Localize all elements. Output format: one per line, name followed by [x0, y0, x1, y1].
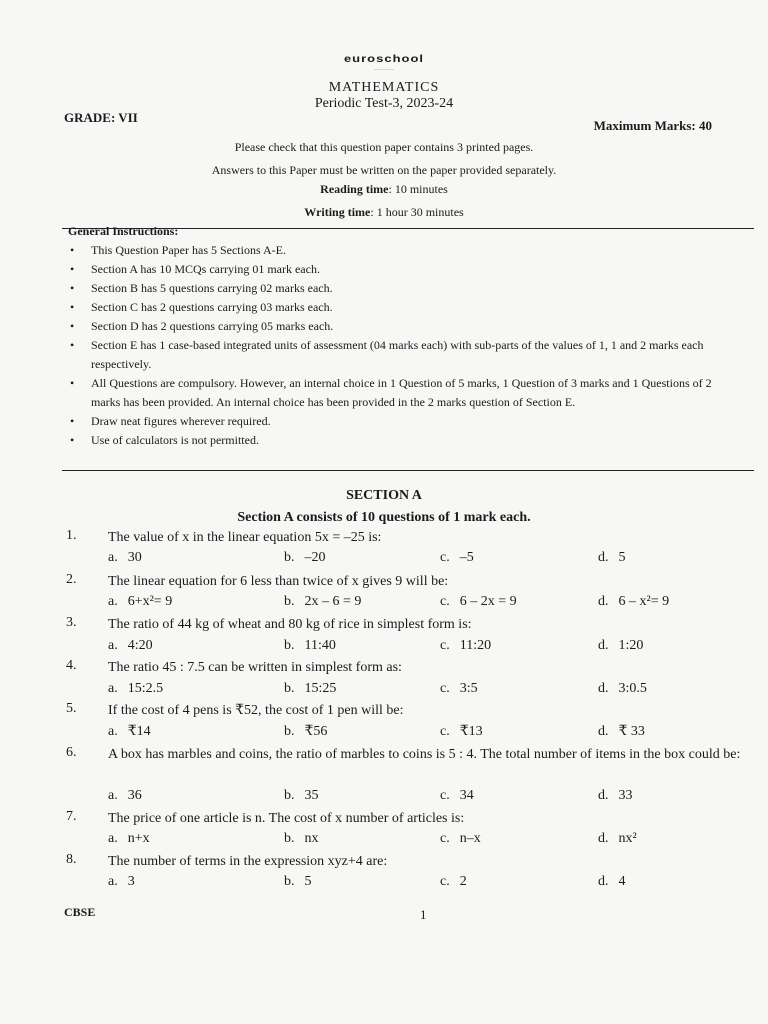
option-a	[108, 723, 151, 740]
option-label: c.	[440, 874, 450, 889]
option-d	[598, 874, 626, 890]
option-label: a.	[108, 874, 118, 889]
option-text: nx²	[618, 831, 637, 846]
option-label: d.	[598, 550, 609, 565]
option-c	[440, 831, 481, 847]
option-b	[284, 788, 319, 804]
option-a	[108, 638, 153, 654]
option-label: c.	[440, 594, 450, 609]
option-text: 15:2.5	[127, 681, 164, 696]
option-label: a.	[108, 724, 118, 739]
instruction-item: • Section A has 10 MCQs carrying 01 mark each.	[68, 260, 738, 279]
page-number: 1	[420, 907, 427, 922]
question-text: If the cost of 4 pens is ₹52, the cost of 1 pen will be:	[108, 703, 404, 718]
option-text: ₹13	[459, 724, 483, 739]
option-label: b.	[284, 638, 295, 653]
writing-time-label: Writing time	[304, 205, 371, 219]
option-text: 4	[618, 874, 626, 889]
option-text: 5	[304, 874, 312, 889]
option-label: b.	[284, 874, 295, 889]
instruction-item: • Section B has 5 questions carrying 02 marks each.	[68, 279, 738, 298]
reading-time-label: Reading time	[320, 182, 389, 196]
option-text: 15:25	[304, 681, 337, 696]
option-label: c.	[440, 550, 450, 565]
option-text: –20	[304, 550, 326, 565]
question-number: 1.	[66, 528, 77, 543]
option-b	[284, 874, 312, 890]
option-text: n–x	[459, 831, 481, 846]
option-b	[284, 681, 336, 697]
option-label: b.	[284, 724, 295, 739]
option-a	[108, 594, 172, 610]
option-b	[284, 638, 336, 654]
option-label: c.	[440, 681, 450, 696]
question-number: 6.	[66, 745, 77, 760]
question-text: The price of one article is n. The cost of x number of articles is:	[108, 811, 465, 826]
instruction-item: • Use of calculators is not permitted.	[68, 431, 738, 450]
question-number: 8.	[66, 852, 77, 867]
option-label: c.	[440, 638, 450, 653]
option-label: d.	[598, 681, 609, 696]
option-c	[440, 550, 474, 566]
option-label: a.	[108, 681, 118, 696]
option-text: nx	[304, 831, 319, 846]
option-text: –5	[459, 550, 474, 565]
test-title: Periodic Test-3, 2023-24	[314, 96, 454, 111]
option-label: a.	[108, 638, 118, 653]
option-text: 2x – 6 = 9	[304, 594, 362, 609]
option-label: a.	[108, 831, 118, 846]
question-text: The number of terms in the expression xyz+4 are:	[108, 854, 388, 869]
question-text: A box has marbles and coins, the ratio of marbles to coins is 5 : 4. The total number of items in the box could be:	[108, 747, 741, 762]
option-d	[598, 638, 643, 654]
option-text: 5	[618, 550, 626, 565]
option-a	[108, 788, 142, 804]
option-label: c.	[440, 831, 450, 846]
option-label: b.	[284, 788, 295, 803]
instruction-item: • Section D has 2 questions carrying 05 marks each.	[68, 317, 738, 336]
option-d	[598, 788, 633, 804]
option-text: 35	[304, 788, 319, 803]
question-text: The linear equation for 6 less than twice of x gives 9 will be:	[108, 574, 449, 589]
instructions-title: General Instructions:	[68, 224, 179, 238]
option-d	[598, 723, 645, 740]
option-text: 11:20	[459, 638, 492, 653]
question-number: 3.	[66, 615, 77, 630]
option-d	[598, 831, 637, 847]
option-c	[440, 681, 478, 697]
question-number: 5.	[66, 701, 77, 716]
divider-bottom	[62, 470, 754, 471]
option-text: n+x	[127, 831, 150, 846]
option-b	[284, 831, 319, 847]
option-a	[108, 874, 135, 890]
option-text: 30	[127, 550, 142, 565]
reading-time-value: : 10 minutes	[388, 182, 448, 196]
pages-note: Please check that this question paper contains 3 printed pages.	[234, 140, 534, 154]
option-c	[440, 594, 517, 610]
option-c	[440, 788, 474, 804]
option-c	[440, 723, 483, 740]
instruction-item: • This Question Paper has 5 Sections A-E.	[68, 241, 738, 260]
option-label: b.	[284, 681, 295, 696]
option-c	[440, 638, 491, 654]
subject-title: MATHEMATICS	[328, 80, 440, 95]
instruction-item: • Section E has 1 case-based integrated units of assessment (04 marks each) with sub-parts of the values of 1, 1 and 2 marks each respectively.	[68, 336, 738, 374]
option-label: d.	[598, 724, 609, 739]
option-label: d.	[598, 638, 609, 653]
instructions-list	[68, 241, 738, 450]
question-number: 2.	[66, 572, 77, 587]
option-text: 3	[127, 874, 135, 889]
option-text: 4:20	[127, 638, 153, 653]
option-text: ₹ 33	[618, 724, 645, 739]
option-text: 33	[618, 788, 633, 803]
instruction-item: • Draw neat figures wherever required.	[68, 412, 738, 431]
instruction-item: • All Questions are compulsory. However, an internal choice in 1 Question of 5 marks, 1 Question of 3 marks and 1 Questions of 2 marks has been provided. An internal choice has been provided in the 2 marks question of Section E.	[68, 374, 738, 412]
option-text: 3:0.5	[618, 681, 647, 696]
question-text: The ratio 45 : 7.5 can be written in simplest form as:	[108, 660, 402, 675]
option-d	[598, 681, 647, 697]
instruction-item: • Section C has 2 questions carrying 03 marks each.	[68, 298, 738, 317]
logo-tagline: —————	[374, 66, 394, 71]
option-label: c.	[440, 788, 450, 803]
option-text: 6 – 2x = 9	[459, 594, 517, 609]
reading-time	[0, 182, 768, 197]
option-a	[108, 550, 142, 566]
option-b	[284, 550, 326, 566]
option-text: 6+x²= 9	[127, 594, 173, 609]
answers-note: Answers to this Paper must be written on the paper provided separately.	[211, 163, 557, 177]
option-d	[598, 594, 669, 610]
option-label: a.	[108, 594, 118, 609]
grade-label: GRADE: VII	[64, 110, 138, 125]
question-text: The value of x in the linear equation 5x = –25 is:	[108, 530, 382, 545]
school-logo	[0, 50, 768, 71]
option-label: c.	[440, 724, 450, 739]
footer-board: CBSE	[64, 905, 96, 919]
logo-text: euroschool	[343, 52, 425, 65]
option-a	[108, 831, 150, 847]
question-number: 4.	[66, 658, 77, 673]
option-text: 2	[459, 874, 467, 889]
option-text: ₹14	[127, 724, 151, 739]
option-b	[284, 594, 361, 610]
writing-time	[0, 205, 768, 220]
option-text: 6 – x²= 9	[618, 594, 670, 609]
option-a	[108, 681, 163, 697]
option-label: b.	[284, 594, 295, 609]
option-label: d.	[598, 594, 609, 609]
option-label: b.	[284, 831, 295, 846]
option-label: b.	[284, 550, 295, 565]
option-text: 11:40	[304, 638, 336, 653]
option-text: ₹56	[304, 724, 328, 739]
option-label: d.	[598, 788, 609, 803]
section-title: SECTION A	[346, 488, 422, 503]
question-text: The ratio of 44 kg of wheat and 80 kg of rice in simplest form is:	[108, 617, 472, 632]
question-number: 7.	[66, 809, 77, 824]
option-text: 34	[459, 788, 474, 803]
option-label: a.	[108, 550, 118, 565]
option-label: d.	[598, 831, 609, 846]
option-text: 1:20	[618, 638, 644, 653]
option-text: 36	[127, 788, 142, 803]
option-b	[284, 723, 327, 740]
option-text: 3:5	[459, 681, 478, 696]
option-d	[598, 550, 626, 566]
section-subtitle: Section A consists of 10 questions of 1 mark each.	[237, 510, 531, 525]
writing-time-value: : 1 hour 30 minutes	[370, 205, 464, 219]
max-marks: Maximum Marks: 40	[593, 118, 712, 133]
option-label: a.	[108, 788, 118, 803]
option-c	[440, 874, 467, 890]
option-label: d.	[598, 874, 609, 889]
